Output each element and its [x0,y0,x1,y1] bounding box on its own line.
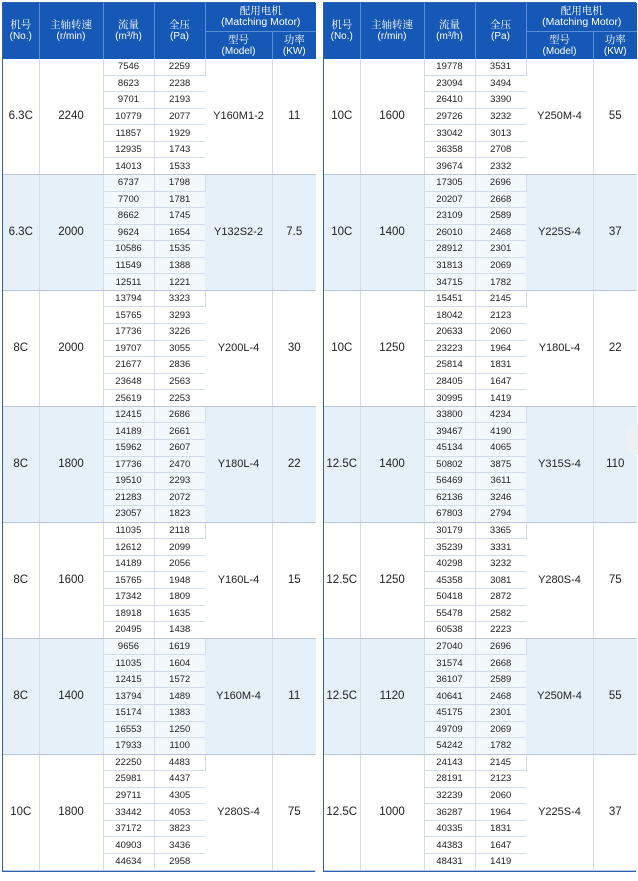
motor-power: 75 [272,754,316,870]
pressure-value: 1419 [475,390,526,407]
flow-value: 12415 [103,671,154,688]
right-spec-table-panel [323,2,636,872]
flow-value: 23109 [424,208,475,225]
pressure-value: 2123 [475,771,526,788]
motor-model: Y200L-4 [205,290,272,406]
flow-value: 30179 [424,522,475,539]
flow-value: 50418 [424,589,475,606]
pressure-value: 1964 [475,340,526,357]
motor-model: Y225S-4 [526,174,593,290]
flow-value: 17305 [424,174,475,191]
pressure-value: 3013 [475,125,526,142]
pressure-value: 2661 [154,423,205,440]
pressure-value: 2077 [154,108,205,125]
flow-value: 14189 [103,555,154,572]
pressure-value: 4483 [154,754,205,771]
header-no: 机号 (No.) [324,3,360,59]
pressure-value: 2069 [475,257,526,274]
machine-no: 8C [3,290,39,406]
spindle-speed: 1400 [39,638,103,754]
flow-value: 16553 [103,721,154,738]
flow-value: 36107 [424,671,475,688]
header-flow: 流量 (m³/h) [103,3,154,59]
fan-group [324,174,637,290]
flow-value: 48431 [424,854,475,871]
pressure-value: 3436 [154,837,205,854]
motor-model: Y180L-4 [526,290,593,406]
spindle-speed: 1400 [360,406,424,522]
fan-group [324,638,637,754]
flow-value: 13794 [103,290,154,307]
pressure-value: 2836 [154,357,205,374]
flow-value: 12415 [103,406,154,423]
pressure-value: 2686 [154,406,205,423]
spindle-speed: 1800 [39,754,103,870]
flow-value: 33442 [103,804,154,821]
flow-value: 7546 [103,59,154,75]
pressure-value: 3611 [475,473,526,490]
table-row [324,638,637,655]
pressure-value: 1782 [475,274,526,291]
pressure-value: 2099 [154,539,205,556]
flow-value: 11035 [103,522,154,539]
motor-power: 11 [272,59,316,174]
motor-power: 37 [593,754,637,870]
spindle-speed: 1600 [360,59,424,174]
pressure-value: 1831 [475,820,526,837]
pressure-value: 3875 [475,456,526,473]
fan-group [3,174,316,290]
fan-group [324,754,637,870]
flow-value: 37172 [103,820,154,837]
machine-no: 10C [324,174,360,290]
header-power: 功率 (KW) [272,32,316,60]
flow-value: 28912 [424,241,475,258]
header-power: 功率 (KW) [593,32,637,60]
pressure-value: 3823 [154,820,205,837]
pressure-value: 2696 [475,174,526,191]
flow-value: 17933 [103,738,154,755]
flow-value: 26410 [424,92,475,109]
header-pressure: 全压 (Pa) [154,3,205,59]
flow-value: 54242 [424,738,475,755]
flow-value: 8623 [103,75,154,92]
flow-value: 15765 [103,307,154,324]
flow-value: 28191 [424,771,475,788]
flow-value: 67803 [424,506,475,523]
pressure-value: 4065 [475,439,526,456]
pressure-value: 2958 [154,854,205,871]
flow-value: 19778 [424,59,475,75]
pressure-value: 1419 [475,854,526,871]
flow-value: 23057 [103,506,154,523]
spindle-speed: 2000 [39,290,103,406]
flow-value: 14189 [103,423,154,440]
fan-group [324,59,637,174]
scroll-edge-handle[interactable] [627,424,638,454]
pressure-value: 1604 [154,655,205,672]
flow-value: 55478 [424,605,475,622]
pressure-value: 2563 [154,373,205,390]
header-speed: 主轴转速 (r/min) [39,3,103,59]
pressure-value: 3232 [475,108,526,125]
pressure-value: 2589 [475,208,526,225]
flow-value: 60538 [424,622,475,639]
pressure-value: 2301 [475,241,526,258]
flow-value: 31813 [424,257,475,274]
pressure-value: 2193 [154,92,205,109]
pressure-value: 1489 [154,688,205,705]
pressure-value: 3365 [475,522,526,539]
table-row [324,406,637,423]
flow-value: 18918 [103,605,154,622]
pressure-value: 3081 [475,572,526,589]
motor-power: 22 [593,290,637,406]
pressure-value: 1964 [475,804,526,821]
flow-value: 25981 [103,771,154,788]
flow-value: 45134 [424,439,475,456]
pressure-value: 2607 [154,439,205,456]
flow-value: 23648 [103,373,154,390]
pressure-value: 2582 [475,605,526,622]
motor-power: 110 [593,406,637,522]
pressure-value: 1388 [154,257,205,274]
table-row [324,290,637,307]
header-model: 型号 (Model) [205,32,272,60]
pressure-value: 2589 [475,671,526,688]
flow-value: 29711 [103,787,154,804]
spindle-speed: 1120 [360,638,424,754]
machine-no: 10C [324,59,360,174]
motor-model: Y225S-4 [526,754,593,870]
pressure-value: 1100 [154,738,205,755]
flow-value: 17736 [103,456,154,473]
spindle-speed: 1600 [39,522,103,638]
motor-model: Y160L-4 [205,522,272,638]
flow-value: 44383 [424,837,475,854]
motor-model: Y280S-4 [205,754,272,870]
pressure-value: 1572 [154,671,205,688]
flow-value: 45358 [424,572,475,589]
left-spec-table-panel [2,2,315,872]
flow-value: 40335 [424,820,475,837]
flow-value: 34715 [424,274,475,291]
table-row [324,522,637,539]
pressure-value: 3232 [475,555,526,572]
table-row [324,174,637,191]
flow-value: 33042 [424,125,475,142]
flow-value: 15174 [103,704,154,721]
motor-model: Y180L-4 [205,406,272,522]
flow-value: 39467 [424,423,475,440]
flow-value: 12511 [103,274,154,291]
pressure-value: 3390 [475,92,526,109]
flow-value: 15765 [103,572,154,589]
machine-no: 8C [3,638,39,754]
pressure-value: 1647 [475,837,526,854]
pressure-value: 4305 [154,787,205,804]
flow-value: 40641 [424,688,475,705]
flow-value: 20207 [424,191,475,208]
pressure-value: 2238 [154,75,205,92]
fan-group [3,754,316,870]
flow-value: 7700 [103,191,154,208]
header-model: 型号 (Model) [526,32,593,60]
pressure-value: 3293 [154,307,205,324]
fan-group [3,290,316,406]
right-spec-table [324,3,637,871]
table-row [324,754,637,771]
motor-model: Y280S-4 [526,522,593,638]
left-spec-table [3,3,316,871]
flow-value: 17736 [103,324,154,341]
pressure-value: 2145 [475,754,526,771]
pressure-value: 2060 [475,787,526,804]
pressure-value: 2332 [475,158,526,175]
fan-group [324,522,637,638]
pressure-value: 2468 [475,224,526,241]
flow-value: 40298 [424,555,475,572]
flow-value: 19510 [103,473,154,490]
spindle-speed: 1400 [360,174,424,290]
pressure-value: 2060 [475,324,526,341]
flow-value: 21677 [103,357,154,374]
pressure-value: 4190 [475,423,526,440]
flow-value: 11035 [103,655,154,672]
pressure-value: 1823 [154,506,205,523]
pressure-value: 1383 [154,704,205,721]
flow-value: 29726 [424,108,475,125]
flow-value: 14013 [103,158,154,175]
motor-power: 30 [272,290,316,406]
pressure-value: 2708 [475,141,526,158]
flow-value: 21283 [103,489,154,506]
flow-value: 23094 [424,75,475,92]
motor-model: Y132S2-2 [205,174,272,290]
pressure-value: 4234 [475,406,526,423]
flow-value: 45175 [424,704,475,721]
flow-value: 32239 [424,787,475,804]
flow-value: 18042 [424,307,475,324]
pressure-value: 2293 [154,473,205,490]
table-row [3,406,316,423]
spindle-speed: 1250 [360,290,424,406]
flow-value: 20633 [424,324,475,341]
motor-model: Y160M-4 [205,638,272,754]
flow-value: 10586 [103,241,154,258]
machine-no: 6.3C [3,59,39,174]
flow-value: 28405 [424,373,475,390]
flow-value: 36358 [424,141,475,158]
flow-value: 24143 [424,754,475,771]
flow-value: 39674 [424,158,475,175]
flow-value: 15451 [424,290,475,307]
flow-value: 33800 [424,406,475,423]
pressure-value: 2668 [475,655,526,672]
spindle-speed: 1000 [360,754,424,870]
flow-value: 17342 [103,589,154,606]
table-row [3,174,316,191]
pressure-value: 2145 [475,290,526,307]
flow-value: 8662 [103,208,154,225]
pressure-value: 1948 [154,572,205,589]
pressure-value: 2118 [154,522,205,539]
flow-value: 9624 [103,224,154,241]
machine-no: 8C [3,406,39,522]
flow-value: 9656 [103,638,154,655]
flow-value: 56469 [424,473,475,490]
header-flow: 流量 (m³/h) [424,3,475,59]
pressure-value: 2056 [154,555,205,572]
pressure-value: 3055 [154,340,205,357]
machine-no: 12.5C [324,406,360,522]
pressure-value: 1221 [154,274,205,291]
motor-power: 75 [593,522,637,638]
table-row [324,59,637,75]
pressure-value: 1745 [154,208,205,225]
pressure-value: 4053 [154,804,205,821]
flow-value: 27040 [424,638,475,655]
flow-value: 13794 [103,688,154,705]
flow-value: 40903 [103,837,154,854]
header-no: 机号 (No.) [3,3,39,59]
motor-model: Y250M-4 [526,59,593,174]
flow-value: 22250 [103,754,154,771]
fan-group [3,59,316,174]
motor-power: 22 [272,406,316,522]
flow-value: 35239 [424,539,475,556]
flow-value: 44634 [103,854,154,871]
motor-power: 55 [593,638,637,754]
header-pressure: 全压 (Pa) [475,3,526,59]
flow-value: 19707 [103,340,154,357]
fan-group [3,638,316,754]
pressure-value: 1619 [154,638,205,655]
motor-power: 55 [593,59,637,174]
flow-value: 11857 [103,125,154,142]
table-row [3,290,316,307]
table-row [3,59,316,75]
motor-power: 37 [593,174,637,290]
pressure-value: 2468 [475,688,526,705]
fan-group [324,290,637,406]
pressure-value: 1250 [154,721,205,738]
flow-value: 20495 [103,622,154,639]
pressure-value: 1782 [475,738,526,755]
flow-value: 12935 [103,141,154,158]
pressure-value: 2872 [475,589,526,606]
flow-value: 26010 [424,224,475,241]
machine-no: 6.3C [3,174,39,290]
flow-value: 25814 [424,357,475,374]
flow-value: 11549 [103,257,154,274]
flow-value: 12612 [103,539,154,556]
spindle-speed: 1250 [360,522,424,638]
flow-value: 31574 [424,655,475,672]
machine-no: 8C [3,522,39,638]
fan-group [3,522,316,638]
motor-model: Y160M1-2 [205,59,272,174]
pressure-value: 1635 [154,605,205,622]
pressure-value: 1533 [154,158,205,175]
pressure-value: 1929 [154,125,205,142]
motor-power: 11 [272,638,316,754]
pressure-value: 4437 [154,771,205,788]
flow-value: 23223 [424,340,475,357]
motor-power: 15 [272,522,316,638]
flow-value: 6737 [103,174,154,191]
motor-power: 7.5 [272,174,316,290]
pressure-value: 2069 [475,721,526,738]
pressure-value: 2668 [475,191,526,208]
pressure-value: 1781 [154,191,205,208]
pressure-value: 2072 [154,489,205,506]
spindle-speed: 2240 [39,59,103,174]
pressure-value: 2123 [475,307,526,324]
pressure-value: 3494 [475,75,526,92]
table-row [3,638,316,655]
pressure-value: 3226 [154,324,205,341]
spindle-speed: 1800 [39,406,103,522]
machine-no: 12.5C [324,638,360,754]
machine-no: 12.5C [324,522,360,638]
spindle-speed: 2000 [39,174,103,290]
pressure-value: 3331 [475,539,526,556]
pressure-value: 3246 [475,489,526,506]
pressure-value: 2259 [154,59,205,75]
pressure-value: 2301 [475,704,526,721]
header-speed: 主轴转速 (r/min) [360,3,424,59]
flow-value: 62136 [424,489,475,506]
pressure-value: 1647 [475,373,526,390]
pressure-value: 3531 [475,59,526,75]
flow-value: 36287 [424,804,475,821]
pressure-value: 1743 [154,141,205,158]
flow-value: 15962 [103,439,154,456]
flow-value: 9701 [103,92,154,109]
pressure-value: 1798 [154,174,205,191]
pressure-value: 2223 [475,622,526,639]
flow-value: 50802 [424,456,475,473]
machine-no: 12.5C [324,754,360,870]
flow-value: 10779 [103,108,154,125]
pressure-value: 1654 [154,224,205,241]
pressure-value: 2794 [475,506,526,523]
pressure-value: 1438 [154,622,205,639]
pressure-value: 2253 [154,390,205,407]
motor-model: Y315S-4 [526,406,593,522]
motor-model: Y250M-4 [526,638,593,754]
pressure-value: 1831 [475,357,526,374]
pressure-value: 1535 [154,241,205,258]
machine-no: 10C [324,290,360,406]
flow-value: 49709 [424,721,475,738]
flow-value: 30995 [424,390,475,407]
fan-group [324,406,637,522]
table-row [3,522,316,539]
table-row [3,754,316,771]
machine-no: 10C [3,754,39,870]
header-motor: 配用电机 (Matching Motor) [526,3,637,32]
fan-group [3,406,316,522]
header-motor: 配用电机 (Matching Motor) [205,3,316,32]
pressure-value: 1809 [154,589,205,606]
pressure-value: 2696 [475,638,526,655]
pressure-value: 2470 [154,456,205,473]
flow-value: 25619 [103,390,154,407]
pressure-value: 3323 [154,290,205,307]
